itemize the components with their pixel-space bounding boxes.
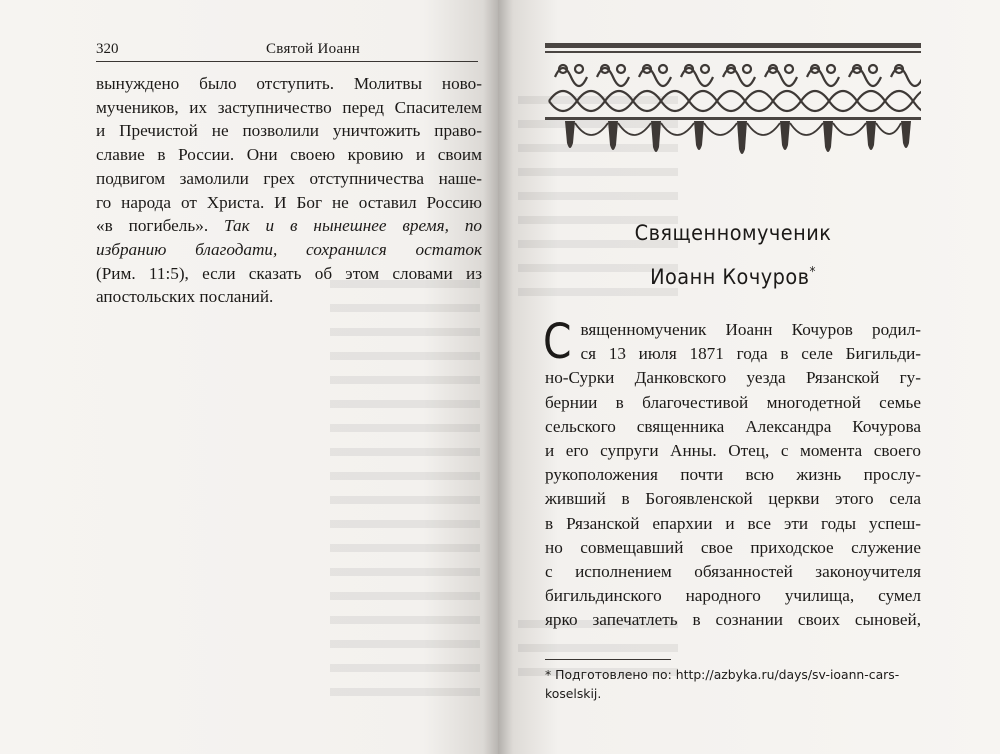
- drop-cap: С: [543, 314, 572, 370]
- italic-quote: Так и в нынешнее время, по: [224, 216, 483, 236]
- footnote-line: koselskij.: [545, 686, 602, 701]
- footnote-line: * Подготовлено по: http://azbyka.ru/days/sv-ioann-cars-: [545, 667, 900, 682]
- text-line: сельского священника Александра Кочурова: [545, 416, 921, 436]
- chapter-title-line: Священномученик: [634, 221, 832, 245]
- text-line: апостольских посланий.: [96, 287, 274, 307]
- paragraph: [96, 72, 482, 309]
- text-line: и Пречистой не позволили уничтожить право-: [96, 121, 482, 141]
- right-body-text: [543, 314, 921, 633]
- text-line: бернии в благочестивой многодетной семье: [545, 392, 921, 412]
- italic-quote: избранию благодати, сохранился остаток: [96, 239, 482, 259]
- text-line: го народа от Христа. И Бог не оставил Россию: [96, 192, 482, 212]
- ornament-row-top: [555, 65, 921, 86]
- text-line: подвигом замолили грех отступничества наше-: [96, 168, 482, 188]
- running-title: Святой Иоанн: [266, 41, 361, 57]
- ornamental-headpiece: [545, 43, 921, 161]
- footnote-marker: *: [809, 265, 816, 280]
- text-line: ярко запечатлеть в сознании своих сыновей,: [545, 610, 921, 630]
- text-line: мучеников, их заступничество перед Спасителем: [96, 97, 482, 117]
- text-line: вынуждено было отступить. Молитвы ново-: [96, 74, 482, 93]
- text-line: но-Сурки Данковского уезда Рязанской гу-: [545, 368, 921, 388]
- chapter-title: [560, 214, 906, 297]
- text-line: (Рим. 11:5), если сказать об этом словами из: [96, 263, 482, 283]
- ornament-pendants: [565, 121, 911, 154]
- text-line: рукоположения почти всю жизнь прослу-: [545, 465, 921, 485]
- ornament-row-middle: [549, 91, 921, 111]
- text-line: в Рязанской епархии и все эти годы успеш-: [545, 513, 921, 533]
- running-header: [96, 41, 478, 62]
- text-line: и его супруги Анны. Отец, с момента своего: [545, 441, 921, 461]
- text-line: вященномученик Иоанн Кочуров родил-: [580, 320, 921, 339]
- left-page: [0, 0, 498, 754]
- left-body-text: [96, 72, 482, 309]
- text-line: славие в России. Они своею кровию и своим: [96, 145, 482, 165]
- page-number: 320: [96, 41, 119, 57]
- text-run: «в погибель».: [96, 216, 209, 236]
- chapter-title-line-2: [560, 253, 906, 297]
- text-line: живший в Богоявленской церкви этого села: [545, 489, 921, 509]
- footnote: [545, 665, 921, 703]
- text-line: но совмещавший свое приходское служение: [545, 537, 921, 557]
- chapter-title-name: Иоанн Кочуров: [650, 265, 810, 289]
- text-line: ся 13 июля 1871 года в селе Бигильди-: [580, 344, 921, 364]
- text-line: с исполнением обязанностей законоучителя: [545, 562, 921, 582]
- text-line: бигильдинского народного училища, сумел: [545, 586, 921, 606]
- text-line-mixed: [96, 214, 482, 238]
- footnote-rule: [545, 659, 671, 660]
